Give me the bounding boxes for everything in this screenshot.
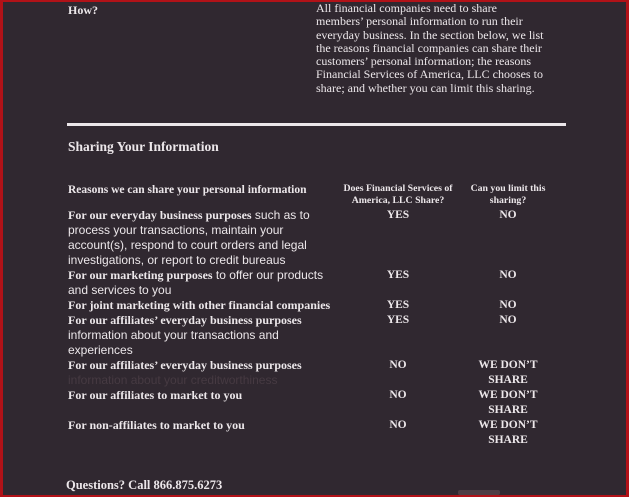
reason-cell [68,388,338,418]
limit-value: WE DON’T SHARE [478,359,538,386]
reason-cell [68,313,338,358]
share-value: YES [386,269,410,281]
column-header-limit [455,183,561,206]
reason-detail-text: information about your transactions and experiences [68,328,279,357]
share-value: NO [389,359,407,371]
table-row [68,418,558,448]
reason-detail-text-faint: information about your creditworthiness [68,373,278,387]
share-value: YES [386,209,410,221]
how-description-line: everyday business. In the section below, we list [316,27,544,42]
section-divider [67,123,566,126]
column-header-share [334,183,462,206]
table-row [68,208,558,268]
table-row [68,313,558,358]
column-header-reasons: Reasons we can share your personal information [68,184,307,196]
share-value: NO [389,389,407,401]
limit-value: NO [499,269,517,281]
reason-bold-text: For our affiliates’ everyday business purposes [68,358,302,372]
limit-value: NO [499,299,517,311]
reason-detail-text: such as to process your transactions, maintain your account(s), respond to court orders and legal investigations, or report to credit bureaus [68,208,310,267]
limit-value: WE DON’T SHARE [478,389,538,416]
section-title: Sharing Your Information [68,139,219,154]
column-header-share-line: Does Financial Services of [343,183,453,194]
how-description-line: Financial Services of America, LLC chooses to [316,67,543,82]
column-header-limit-line: sharing? [489,194,527,206]
how-description-line: members’ personal information to run their [316,14,523,29]
reason-bold-text: For our affiliates to market to you [68,388,243,402]
reason-detail-text: to offer our products and services to you [68,268,324,297]
share-value: YES [386,314,410,326]
limit-value: WE DON’T SHARE [478,419,538,446]
reason-cell [68,358,338,388]
how-description [316,2,572,95]
sharing-table [68,208,558,448]
table-row [68,388,558,418]
table-row [68,358,558,388]
share-value: YES [386,299,410,311]
reason-cell [68,418,338,448]
how-row-label: How? [68,3,98,17]
how-description-line: customers’ personal information; the reasons [316,54,532,69]
reason-bold-text: For our affiliates’ everyday business purposes [68,313,302,327]
reason-bold-text: For our everyday business purposes [68,208,252,222]
how-description-line: the reasons financial companies can share their [316,40,542,55]
limit-value: NO [499,209,517,221]
questions-phone-line: Questions? Call 866.875.6273 [66,478,223,492]
horizontal-scrollbar-thumb[interactable] [458,490,500,495]
share-value: NO [389,419,407,431]
reason-cell [68,298,338,313]
reason-cell [68,268,338,298]
reason-cell [68,208,338,268]
how-description-line: share; and whether you can limit this sharing. [316,80,535,95]
column-header-limit-line: Can you limit this [470,183,546,194]
table-row [68,268,558,298]
reason-bold-text: For our marketing purposes [68,268,213,282]
column-header-share-line: America, LLC Share? [351,194,445,206]
reason-bold-text: For non-affiliates to market to you [68,418,245,432]
limit-value: NO [499,314,517,326]
how-description-line: All financial companies need to share [316,1,497,15]
table-row [68,298,558,313]
reason-bold-text: For joint marketing with other financial companies [68,298,331,312]
